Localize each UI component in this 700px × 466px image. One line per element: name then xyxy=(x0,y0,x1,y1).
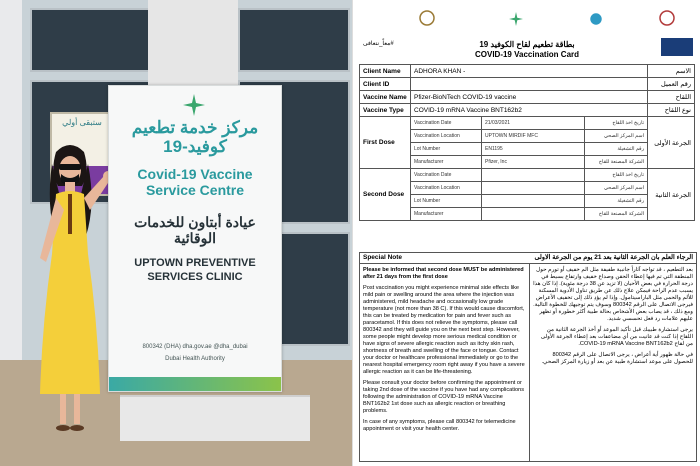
card-info-table xyxy=(359,64,695,221)
note-paragraph: Post vaccination you might experience minimal side effects like mild pain or swelling around the area where the injection was administered, mild headache and occasionally low grade temperature (not more than 38 C). If this would cause discomfort, this can be treated by medication for pain and fever such as paracetamol. If this does not relieve the symptoms, please call 800342 and they will guide you on the next best step. However, some people might develop more serious medical condition or have signs of severe allergic reaction such as itchy skin rash, shortness of breath and swelling of the face or tongue. Contact your doctor or healthcare professional immediately or go to the nearest hospital emergency room right away if you have a severe allergic reaction as it can be life-threatening. xyxy=(363,285,525,375)
note-paragraph-ar: بعد التطعيم ، قد تواجه آثاراً جانبية طفيفة مثل الم خفيف أو تورم حول المنطقة التي تم فيها إعطاء الحقن وصداع خفيف وارتفاع بسيط في درجة الحرارة في بعض الأحيان (لا تزيد عن 38 درجة مئوية). إذا كان هذا يسبب عدم الراحة فيمكن علاج ذلك عن طريق تناول الأدوية المسكنة للألم والحمى مثل الباراسيتامول. وإذا لم يؤدِ ذلك إلى تخفيف الأعراض فيرجى الاتصال على الرقم 800342 وسوف يتم توجيهك للخطوة التالية. ومع ذلك ، قد يصاب بعض الأشخاص بحالة طبية أكثر خطورة أو تظهر عليهم علامات رد فعل تحسسي شديد. xyxy=(533,267,693,322)
dose-label-ar: الجرعة الأولى xyxy=(648,117,695,169)
table-row xyxy=(360,195,695,208)
row-label: Vaccine Name xyxy=(360,91,411,104)
table-row xyxy=(360,130,695,143)
row-label: Client ID xyxy=(360,78,411,91)
special-note-section xyxy=(359,252,697,462)
notes-arabic xyxy=(533,267,693,370)
sign-stripe xyxy=(109,377,281,391)
emblem-icon xyxy=(659,10,675,26)
field-key: Manufacturer xyxy=(411,156,482,169)
partner-logo-icon xyxy=(589,12,603,26)
table-row xyxy=(360,182,695,195)
sign-clinic-arabic: عيادة أبتاون للخدمات الوقائية xyxy=(134,214,256,246)
special-note-title-ar: الرجاء العلم بان الجرعة الثانية بعد 21 يوم من الجرعة الاولى xyxy=(534,254,693,261)
field-value: UPTOWN MIRDIF MFC xyxy=(482,130,585,143)
field-value: 21/03/2021 xyxy=(482,117,585,130)
field-value xyxy=(482,195,585,208)
dha-star-logo-icon xyxy=(183,94,205,116)
sign-title-arabic: مركز خدمة تطعيم كوفيد-19 xyxy=(131,118,259,156)
row-label-ar: نوع اللقاح xyxy=(648,104,695,117)
field-value xyxy=(482,208,585,221)
table-row xyxy=(360,65,695,78)
table-row xyxy=(360,169,695,182)
note-paragraph: Please consult your doctor before confirming the appointment or taking 2nd dose of the vaccine if you have had any complications following the administration of COVID-19 mRNA Vaccine BNT162b2 1st dose such as allergic reaction or breathing problems. xyxy=(363,380,525,414)
window xyxy=(30,8,152,72)
woman-figure xyxy=(20,142,120,442)
field-key: Vaccination Location xyxy=(411,130,482,143)
note-paragraph: In case of any symptoms, please call 800342 for telemedicine appointment or visit your health center. xyxy=(363,419,516,432)
row-value: ADHORA KHAN - xyxy=(411,65,648,78)
row-label: Client Name xyxy=(360,65,411,78)
table-row xyxy=(360,91,695,104)
field-key: Vaccination Date xyxy=(411,117,482,130)
field-key-ar: تاريخ اخذ اللقاح xyxy=(585,169,648,182)
dose-label: First Dose xyxy=(360,117,411,169)
field-key-ar: اسم المركز الصحي xyxy=(585,182,648,195)
vaccination-card xyxy=(352,0,700,466)
field-key: Lot Number xyxy=(411,143,482,156)
brand-badge-icon xyxy=(661,38,693,56)
dha-star-logo-icon xyxy=(509,12,523,26)
field-value: Pfizer, Inc xyxy=(482,156,585,169)
field-key-ar: رقم التشغيلة xyxy=(585,143,648,156)
field-key-ar: الشركة المصنعة للقاح xyxy=(585,208,648,221)
field-value: EN1195 xyxy=(482,143,585,156)
field-key: Vaccination Location xyxy=(411,182,482,195)
sign-authority: Dubai Health Authority xyxy=(165,356,225,362)
row-label-ar: اللقاح xyxy=(648,91,695,104)
dose-label: Second Dose xyxy=(360,169,411,221)
divider xyxy=(529,263,530,461)
row-label-ar: رقم العميل xyxy=(648,78,695,91)
table-row xyxy=(360,104,695,117)
sign-title-english: Covid-19 Vaccine Service Centre xyxy=(137,166,253,198)
card-header-logos xyxy=(359,8,695,36)
sign-clinic-english: UPTOWN PREVENTIVE SERVICES CLINIC xyxy=(134,257,256,283)
field-key: Lot Number xyxy=(411,195,482,208)
note-paragraph: Please be informed that second dose MUST be administered after 21 days from the first dose xyxy=(363,267,524,280)
row-value: COVID-19 mRNA Vaccine BNT162b2 xyxy=(411,104,648,117)
special-note-header xyxy=(360,253,696,264)
poster-text: ستبقى أولي xyxy=(62,118,102,127)
row-value: Pfizer-BioNTech COVID-19 vaccine xyxy=(411,91,648,104)
card-title-arabic: بطاقة تطعيم لقاح الكوفيد 19 xyxy=(479,40,575,49)
row-label: Vaccine Type xyxy=(360,104,411,117)
card-title-english: COVID-19 Vaccination Card xyxy=(474,50,580,59)
window xyxy=(238,8,350,72)
table-row xyxy=(360,208,695,221)
table-row xyxy=(360,143,695,156)
steps xyxy=(120,395,310,441)
card-slogan: #معاً_نتعافى xyxy=(363,41,394,47)
field-key: Vaccination Date xyxy=(411,169,482,182)
special-note-title: Special Note xyxy=(363,254,403,261)
row-value xyxy=(411,78,648,91)
table-row xyxy=(360,78,695,91)
emblem-icon xyxy=(419,10,435,26)
dose-label-ar: الجرعة الثانية xyxy=(648,169,695,221)
field-key-ar: اسم المركز الصحي xyxy=(585,130,648,143)
field-value xyxy=(482,169,585,182)
table-row xyxy=(360,117,695,130)
table-row xyxy=(360,156,695,169)
row-label-ar: الاسم xyxy=(648,65,695,78)
field-value xyxy=(482,182,585,195)
note-paragraph-ar: يرجى استشارة طبيبك قبل تأكيد الموعد أو أخذ الجرعة الثانية من اللقاح إذا كنت قد عانيت من أي مضاعفات بعد إعطاء الجرعة الأولى من لقاح COVID-19 mRNA Vaccine BNT162b2. xyxy=(540,327,693,347)
pillar xyxy=(148,0,238,90)
vaccine-centre-sign xyxy=(108,85,282,392)
sign-contact: 800342 (DHA) dha.gov.ae @dha_dubai xyxy=(142,344,248,350)
field-key: Manufacturer xyxy=(411,208,482,221)
notes-english xyxy=(363,267,527,437)
field-key-ar: رقم التشغيلة xyxy=(585,195,648,208)
note-paragraph-ar: في حالة ظهور أية أعراض ، يرجى الاتصال على الرقم 800342 للحصول على موعد استشارة طبية عن بعد أو زيارة المركز الصحي. xyxy=(541,352,693,365)
field-key-ar: تاريخ اخذ اللقاح xyxy=(585,117,648,130)
field-key-ar: الشركة المصنعة للقاح xyxy=(585,156,648,169)
